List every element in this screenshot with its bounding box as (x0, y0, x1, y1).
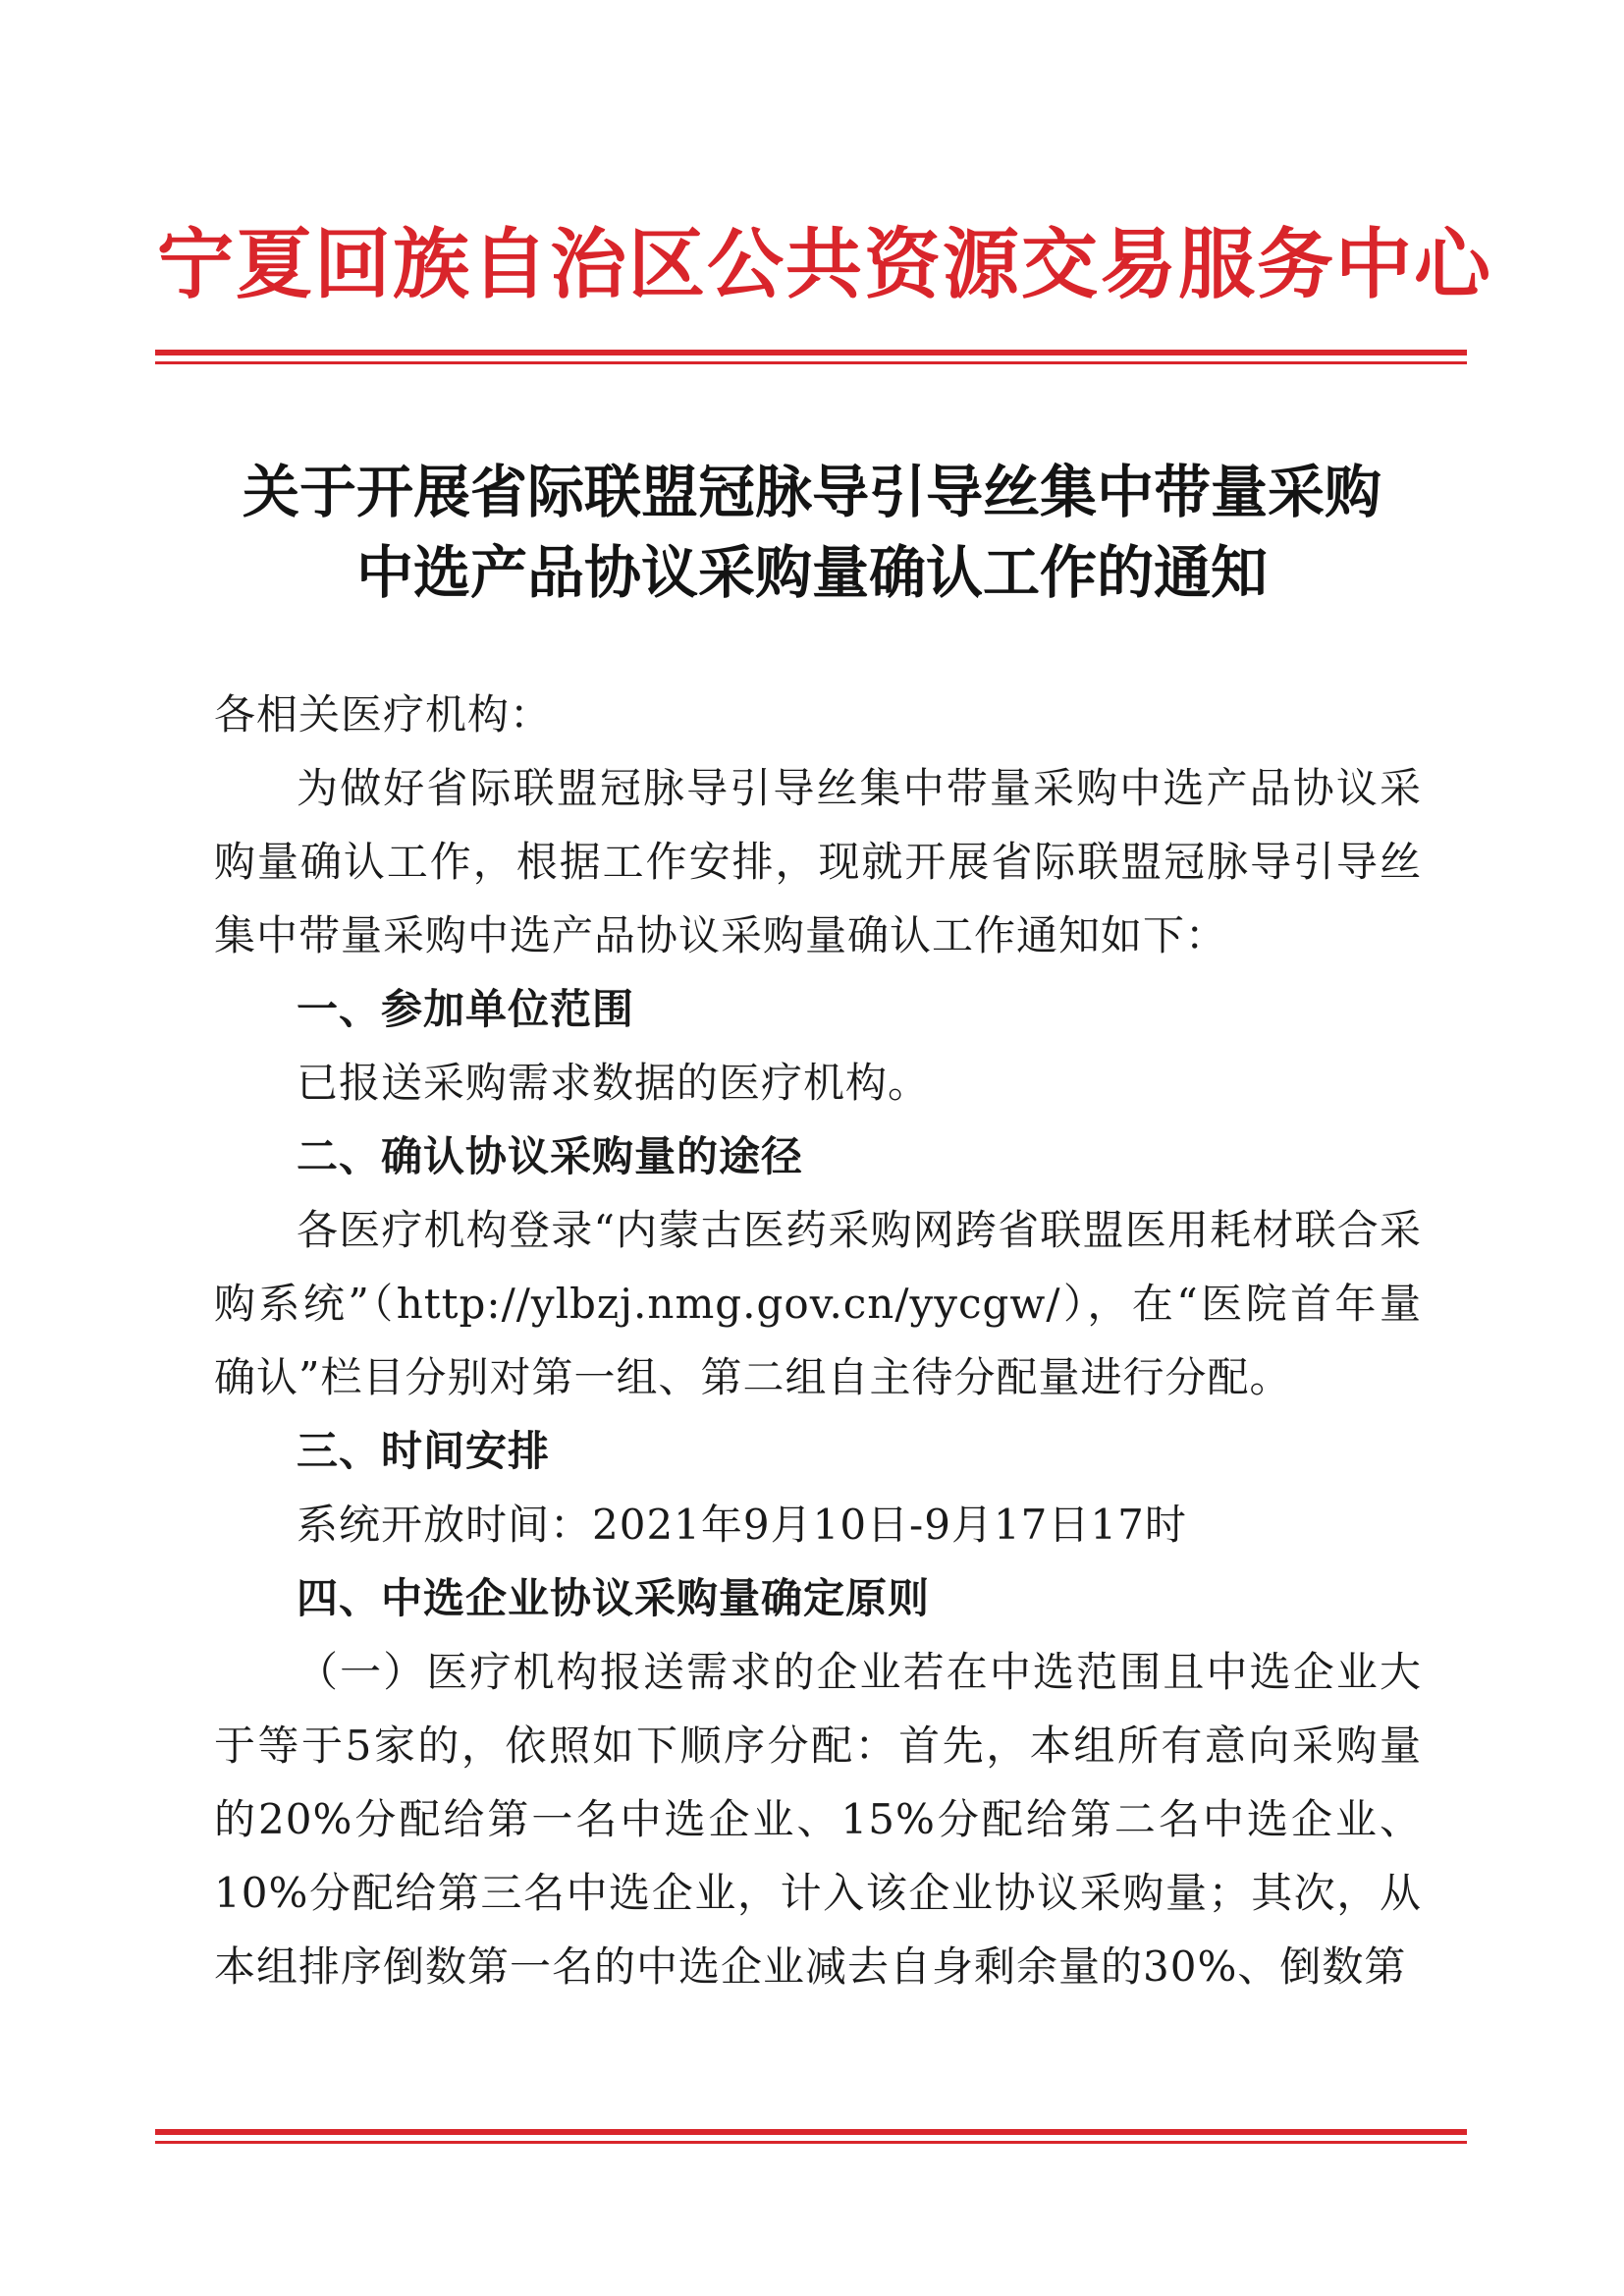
document-title-line-1: 关于开展省际联盟冠脉导引导丝集中带量采购 (242, 459, 1381, 525)
intro-paragraph: 为做好省际联盟冠脉导引导丝集中带量采购中选产品协议采购量确认工作，根据工作安排，现就开展省际联盟冠脉导引导丝集中带量采购中选产品协议采购量确认工作通知如下： (214, 764, 1422, 959)
section-3-text: 系统开放时间：2021年9月10日-9月17日17时 (297, 1501, 1187, 1549)
document-body (214, 678, 1422, 2003)
masthead-red-rule (155, 350, 1467, 364)
section-2-heading: 二、确认协议采购量的途径 (297, 1132, 804, 1180)
masthead-title: 宁夏回族自治区公共资源交易服务中心 (157, 221, 1493, 309)
section-4-heading: 四、中选企业协议采购量确定原则 (297, 1574, 931, 1622)
section-1-text: 已报送采购需求数据的医疗机构。 (297, 1059, 931, 1107)
section-3-heading: 三、时间安排 (297, 1427, 551, 1475)
document-title (196, 452, 1428, 613)
footer-red-rule (155, 2129, 1467, 2144)
salutation: 各相关医疗机构： (214, 690, 553, 738)
section-2-text: 各医疗机构登录“内蒙古医药采购网跨省联盟医用耗材联合采购系统”（http://ylbzj.nmg.gov.cn/yycgw/），在“医院首年量确认”栏目分别对第一组、第二组自主待分配量进行分配。 (214, 1206, 1422, 1401)
section-4-text: （一）医疗机构报送需求的企业若在中选范围且中选企业大于等于5家的，依照如下顺序分配：首先，本组所有意向采购量的20%分配给第一名中选企业、15%分配给第二名中选企业、10%分配给第三名中选企业，计入该企业协议采购量；其次，从本组排序倒数第一名的中选企业减去自身剩余量的30%、倒数第 (214, 1648, 1422, 1991)
section-1-heading: 一、参加单位范围 (297, 985, 635, 1033)
document-title-line-2: 中选产品协议采购量确认工作的通知 (355, 539, 1268, 606)
